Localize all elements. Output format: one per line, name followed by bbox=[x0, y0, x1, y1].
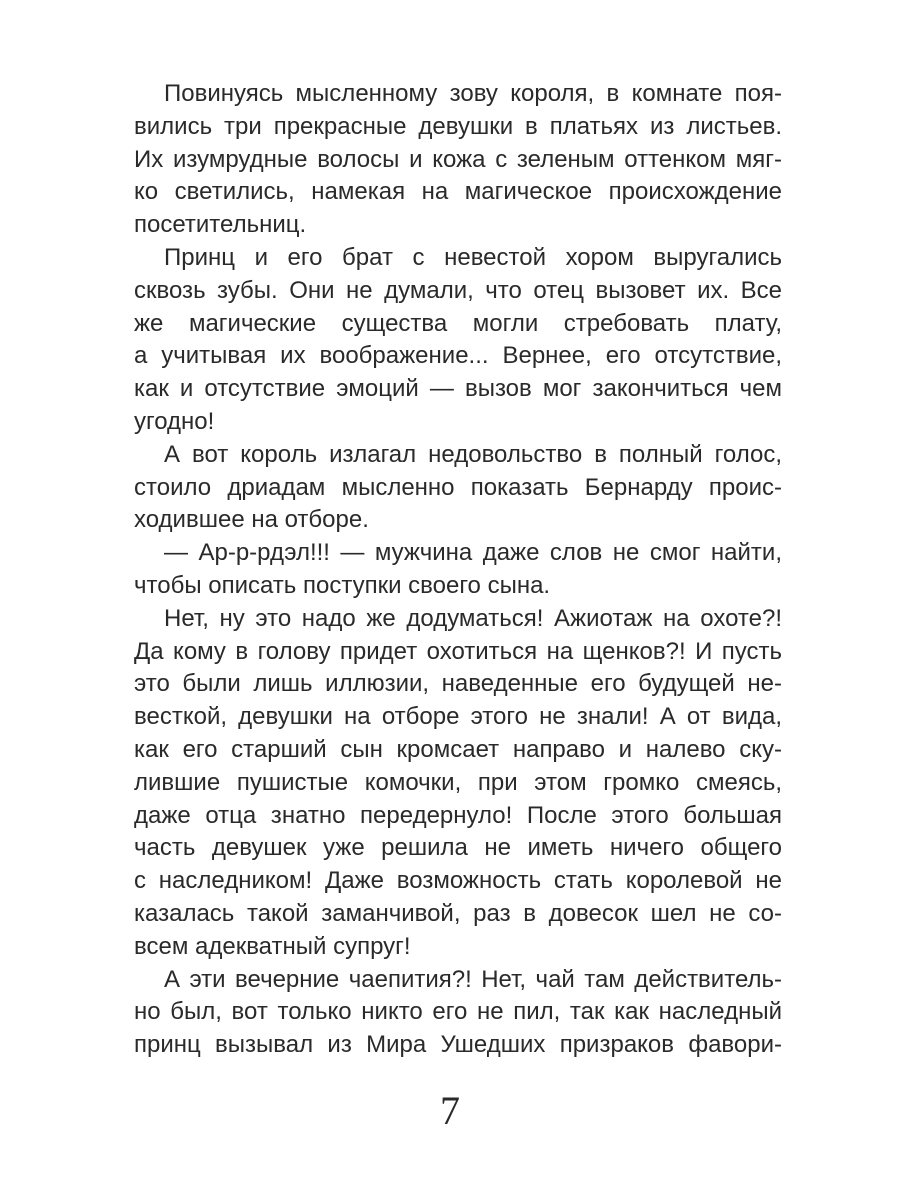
text-line: — Ар-р-рдэл!!! — мужчина даже слов не смог найти, bbox=[164, 539, 782, 567]
text-line: вились три прекрасные девушки в платьях из листьев. bbox=[134, 112, 782, 140]
text-line: Принц и его брат с невестой хором выругались bbox=[164, 243, 782, 271]
text-line: но был, вот только никто его не пил, так как наследный bbox=[134, 998, 782, 1026]
text-line: А эти вечерние чаепития?! Нет, чай там действитель- bbox=[164, 965, 782, 993]
text-line: Их изумрудные волосы и кожа с зеленым оттенком мяг- bbox=[134, 145, 782, 173]
text-line: чтобы описать поступки своего сына. bbox=[134, 571, 551, 599]
text-line: даже отца знатно передернуло! После этого большая bbox=[134, 801, 782, 829]
text-line: угодно! bbox=[134, 407, 215, 435]
text-line: ко светились, намекая на магическое происхождение bbox=[134, 178, 782, 206]
text-line: это были лишь иллюзии, наведенные его будущей не- bbox=[134, 670, 782, 698]
text-line: весткой, девушки на отборе этого не знали! А от вида, bbox=[134, 703, 782, 731]
page-number: 7 bbox=[440, 1088, 460, 1133]
text-line: Нет, ну это надо же додуматься! Ажиотаж на охоте?! bbox=[164, 604, 782, 632]
text-line: всем адекватный супруг! bbox=[134, 932, 411, 960]
text-line: а учитывая их воображение... Вернее, его отсутствие, bbox=[134, 342, 782, 370]
text-line: стоило дриадам мысленно показать Бернарду проис- bbox=[134, 473, 782, 501]
text-line: А вот король излагал недовольство в полный голос, bbox=[164, 440, 782, 468]
text-line: как и отсутствие эмоций — вызов мог закончиться чем bbox=[134, 375, 782, 403]
text-line: Да кому в голову придет охотиться на щенков?! И пусть bbox=[134, 637, 782, 665]
text-line: принц вызывал из Мира Ушедших призраков фавори- bbox=[134, 1031, 782, 1059]
text-line: лившие пушистые комочки, при этом громко смеясь, bbox=[134, 768, 782, 796]
text-line: Повинуясь мысленному зову короля, в комнате поя- bbox=[164, 80, 782, 107]
text-line: с наследником! Даже возможность стать королевой не bbox=[134, 867, 782, 895]
body-text bbox=[134, 78, 782, 1062]
text-line: казалась такой заманчивой, раз в довесок шел не со- bbox=[134, 899, 782, 927]
text-line: как его старший сын кромсает направо и налево ску- bbox=[134, 735, 782, 763]
text-line: посетительниц. bbox=[134, 211, 307, 239]
text-line: же магические существа могли стребовать плату, bbox=[134, 309, 782, 337]
text-line: ходившее на отборе. bbox=[134, 506, 369, 534]
text-line: часть девушек уже решила не иметь ничего общего bbox=[134, 834, 782, 862]
text-line: сквозь зубы. Они не думали, что отец вызовет их. Все bbox=[134, 276, 782, 304]
